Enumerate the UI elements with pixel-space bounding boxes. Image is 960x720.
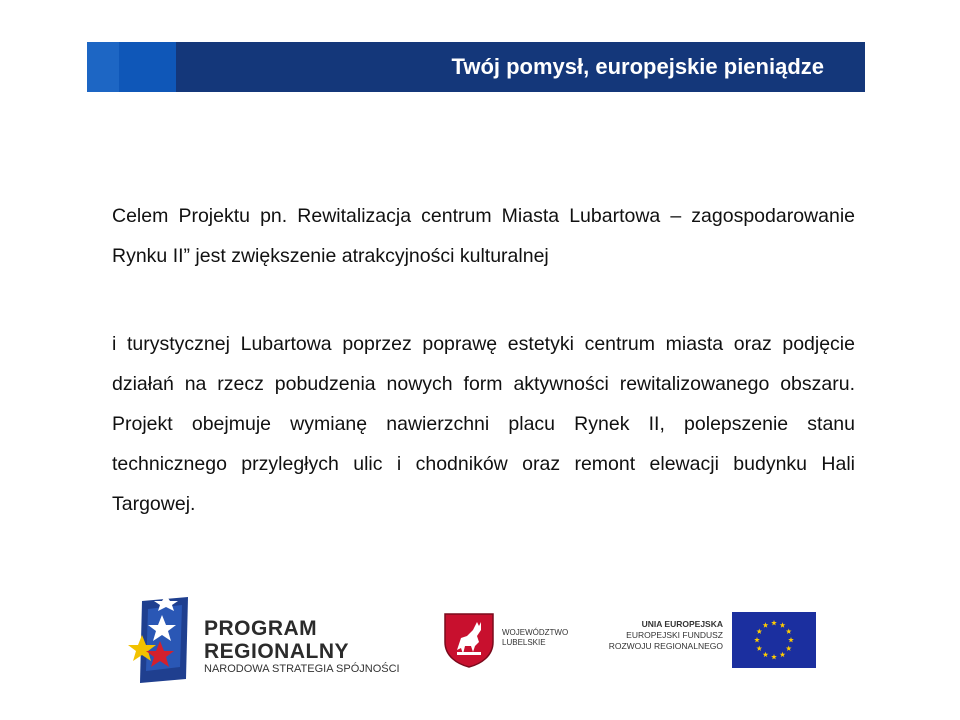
banner-accent-strip bbox=[87, 42, 119, 92]
program-logo-line2: REGIONALNY bbox=[204, 640, 350, 663]
eu-logo-line2: EUROPEJSKI FUNDUSZ bbox=[626, 630, 723, 640]
eu-logo bbox=[598, 610, 818, 670]
woj-logo-line1: WOJEWÓDZTWO bbox=[502, 628, 569, 637]
program-regionalny-logo bbox=[128, 595, 428, 685]
banner-accent-strip-2 bbox=[119, 42, 176, 92]
program-logo-line3: NARODOWA STRATEGIA SPÓJNOŚCI bbox=[204, 663, 400, 675]
body-text bbox=[112, 196, 855, 524]
star-flag-icon bbox=[128, 595, 192, 685]
paragraph-1: Celem Projektu pn. Rewitalizacja centrum Miasta Lubartowa – zagospodarowanie Rynku II” jest zwiększenie atrakcyjności kulturalnej bbox=[112, 205, 855, 267]
eu-flag-icon bbox=[732, 612, 816, 668]
eu-logo-text bbox=[609, 619, 723, 652]
coat-of-arms-icon bbox=[443, 612, 495, 668]
page-title: Twój pomysł, europejskie pieniądze bbox=[451, 54, 824, 79]
paragraph-2: i turystycznej Lubartowa poprzez poprawę estetyki centrum miasta oraz podjęcie działań na rzecz pobudzenia nowych form aktywności rewitalizowanego obszaru. Projekt obejmuje wymianę nawierzchni placu Rynek II, polepszenie stanu technicznego przyległych ulic i chodników oraz remont elewacji budynku Hali Targowej. bbox=[112, 333, 855, 515]
header-banner bbox=[87, 42, 865, 92]
woj-logo-line2: LUBELSKIE bbox=[502, 638, 546, 647]
eu-logo-line3: ROZWOJU REGIONALNEGO bbox=[608, 641, 723, 651]
program-logo-line1: PROGRAM bbox=[204, 617, 318, 640]
eu-logo-line1: UNIA EUROPEJSKA bbox=[641, 619, 723, 629]
wojewodztwo-lubelskie-logo bbox=[443, 612, 583, 672]
